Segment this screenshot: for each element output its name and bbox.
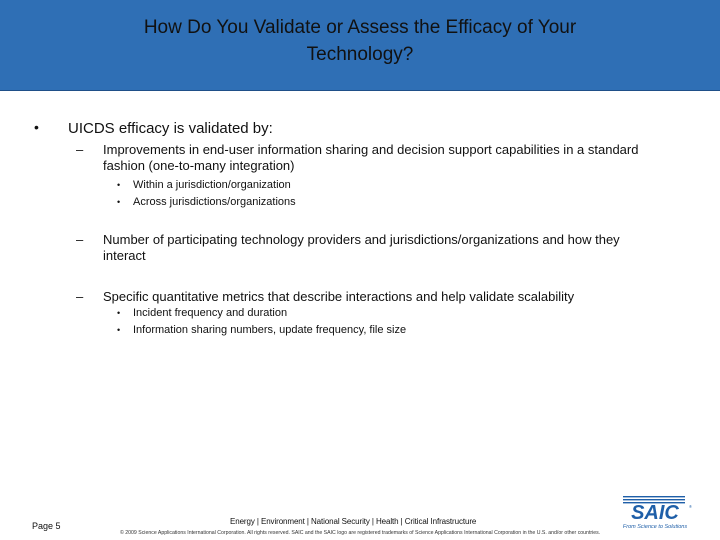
sub-list-item: Within a jurisdiction/organization xyxy=(133,179,291,191)
sub-list-item: Across jurisdictions/organizations xyxy=(133,196,296,208)
list-item-line: Specific quantitative metrics that describe interactions and help validate scalability xyxy=(103,289,575,304)
dash-icon: – xyxy=(76,289,84,304)
sub-bullet-icon: • xyxy=(117,197,121,207)
svg-text:From Science to Solutions: From Science to Solutions xyxy=(622,524,688,530)
sub-list-item: Information sharing numbers, update frequency, file size xyxy=(133,324,407,336)
list-item-line: Improvements in end-user information sharing and decision support capabilities in a standard xyxy=(103,142,639,157)
svg-text:SAIC: SAIC xyxy=(631,502,679,524)
list-item-line: Number of participating technology providers and jurisdictions/organizations and how they xyxy=(103,232,620,247)
list-item-line: fashion (one-to-many integration) xyxy=(103,158,295,173)
dash-icon: – xyxy=(76,232,84,247)
slide-title-line-2: Technology? xyxy=(306,44,414,65)
list-item xyxy=(103,142,693,174)
footer-tagline: Energy | Environment | National Security | Health | Critical Infrastructure xyxy=(230,517,477,526)
page-number: Page 5 xyxy=(32,521,61,531)
saic-logo xyxy=(615,494,693,534)
slide-title xyxy=(40,14,680,68)
footer-copyright: © 2009 Science Applications International Corporation. All rights reserved. SAIC and the SAIC logo are registered trademarks of Science Applications International Corporation in the U.S. and/or other countries. xyxy=(120,530,601,536)
svg-text:®: ® xyxy=(689,504,692,509)
list-item xyxy=(103,289,693,305)
slide-title-line-1: How Do You Validate or Assess the Efficacy of Your xyxy=(143,17,577,38)
sub-bullet-icon: • xyxy=(117,325,121,335)
title-bar xyxy=(0,0,720,91)
main-point: UICDS efficacy is validated by: xyxy=(68,120,273,137)
saic-logo-icon xyxy=(615,494,693,534)
bullet-icon: • xyxy=(34,119,39,135)
list-item xyxy=(103,232,693,264)
dash-icon: – xyxy=(76,142,84,157)
list-item-line: interact xyxy=(103,248,146,263)
sub-bullet-icon: • xyxy=(117,180,121,190)
sub-bullet-icon: • xyxy=(117,308,121,318)
sub-list-item: Incident frequency and duration xyxy=(133,307,288,319)
